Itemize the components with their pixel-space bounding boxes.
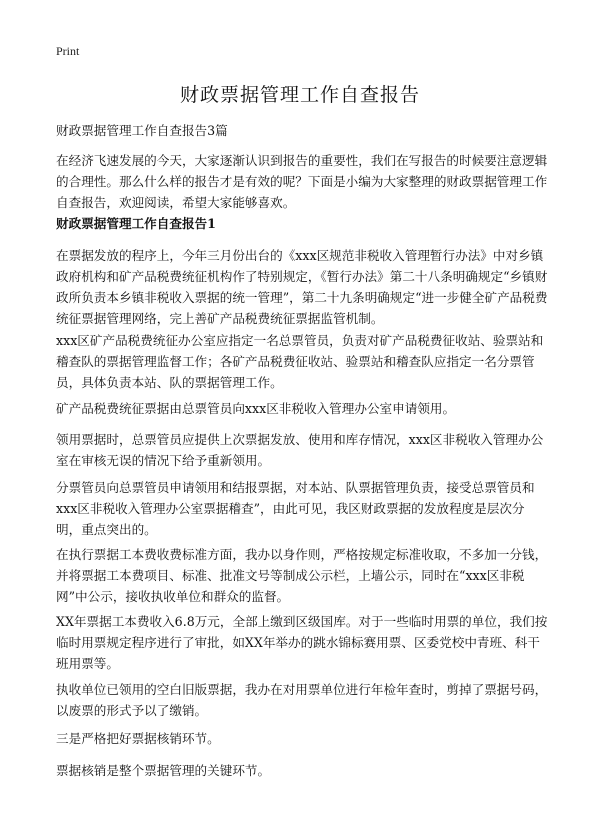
document-title: 财政票据管理工作自查报告 xyxy=(179,84,420,106)
paragraph-1: 在票据发放的程序上，今年三月份出台的《xxx区规范非税收入管理暂行办法》中对乡镇政府机构和矿产品税费统征机构作了特别规定，《暂行办法》第二十八条明确规定“乡镇财政所负责本乡镇非税收入票据的统一管理”，第二十九条明确规定“进一步健全矿产品税费统征票据管理网络，完上善矿产品税费统征票据监管机制。 xyxy=(56,248,548,326)
paragraph-9: 三是严格把好票据核销环节。 xyxy=(56,731,220,746)
section-heading: 财政票据管理工作自查报告1 xyxy=(56,216,216,231)
paragraph-6: 在执行票据工本费收费标准方面，我办以身作则，严格按规定标准收取，不多加一分钱，并将票据工本费项目、标准、批准文号等制成公示栏，上墙公示，同时在“xxx区非税网”中公示，接收执收单位和群众的监督。 xyxy=(56,547,548,604)
paragraph-4: 领用票据时，总票管员应提供上次票据发放、使用和库存情况，xxx区非税收入管理办公室在审核无误的情况下给予重新领用。 xyxy=(56,432,544,468)
paragraph-8: 执收单位已领用的空白旧版票据，我办在对用票单位进行年检年查时，剪掉了票据号码，以废票的形式予以了缴销。 xyxy=(56,682,548,718)
paragraph-10: 票据核销是整个票据管理的关键环节。 xyxy=(56,763,271,778)
document-subtitle: 财政票据管理工作自查报告3篇 xyxy=(56,123,228,138)
paragraph-2: xxx区矿产品税费统征办公室应指定一名总票管员，负责对矿产品税费征收站、验票站和稽查队的票据管理监督工作；各矿产品税费征收站、验票站和稽查队应指定一名分票管员，具体负责本站、队的票据管理工作。 xyxy=(56,333,544,390)
paragraph-5: 分票管员向总票管员申请领用和结报票据，对本站、队票据管理负责，接受总票管员和xxx区非税收入管理办公室票据稽查”，由此可见，我区财政票据的发放程度是层次分明，重点突出的。 xyxy=(56,480,535,537)
paragraph-3: 矿产品税费统征票据由总票管员向xxx区非税收入管理办公室申请领用。 xyxy=(56,401,456,416)
print-label: Print xyxy=(56,44,80,58)
paragraph-7: XX年票据工本费收入6.8万元，全部上缴到区级国库。对于一些临时用票的单位，我们按临时用票规定程序进行了审批，如XX年举办的跳水锦标赛用票、区委党校中青班、科干班用票等。 xyxy=(56,614,548,671)
intro-paragraph: 在经济飞速发展的今天，大家逐渐认识到报告的重要性，我们在写报告的时候要注意逻辑的合理性。那么什么样的报告才是有效的呢？下面是小编为大家整理的财政票据管理工作自查报告，欢迎阅读，希望大家能够喜欢。 xyxy=(56,153,548,210)
